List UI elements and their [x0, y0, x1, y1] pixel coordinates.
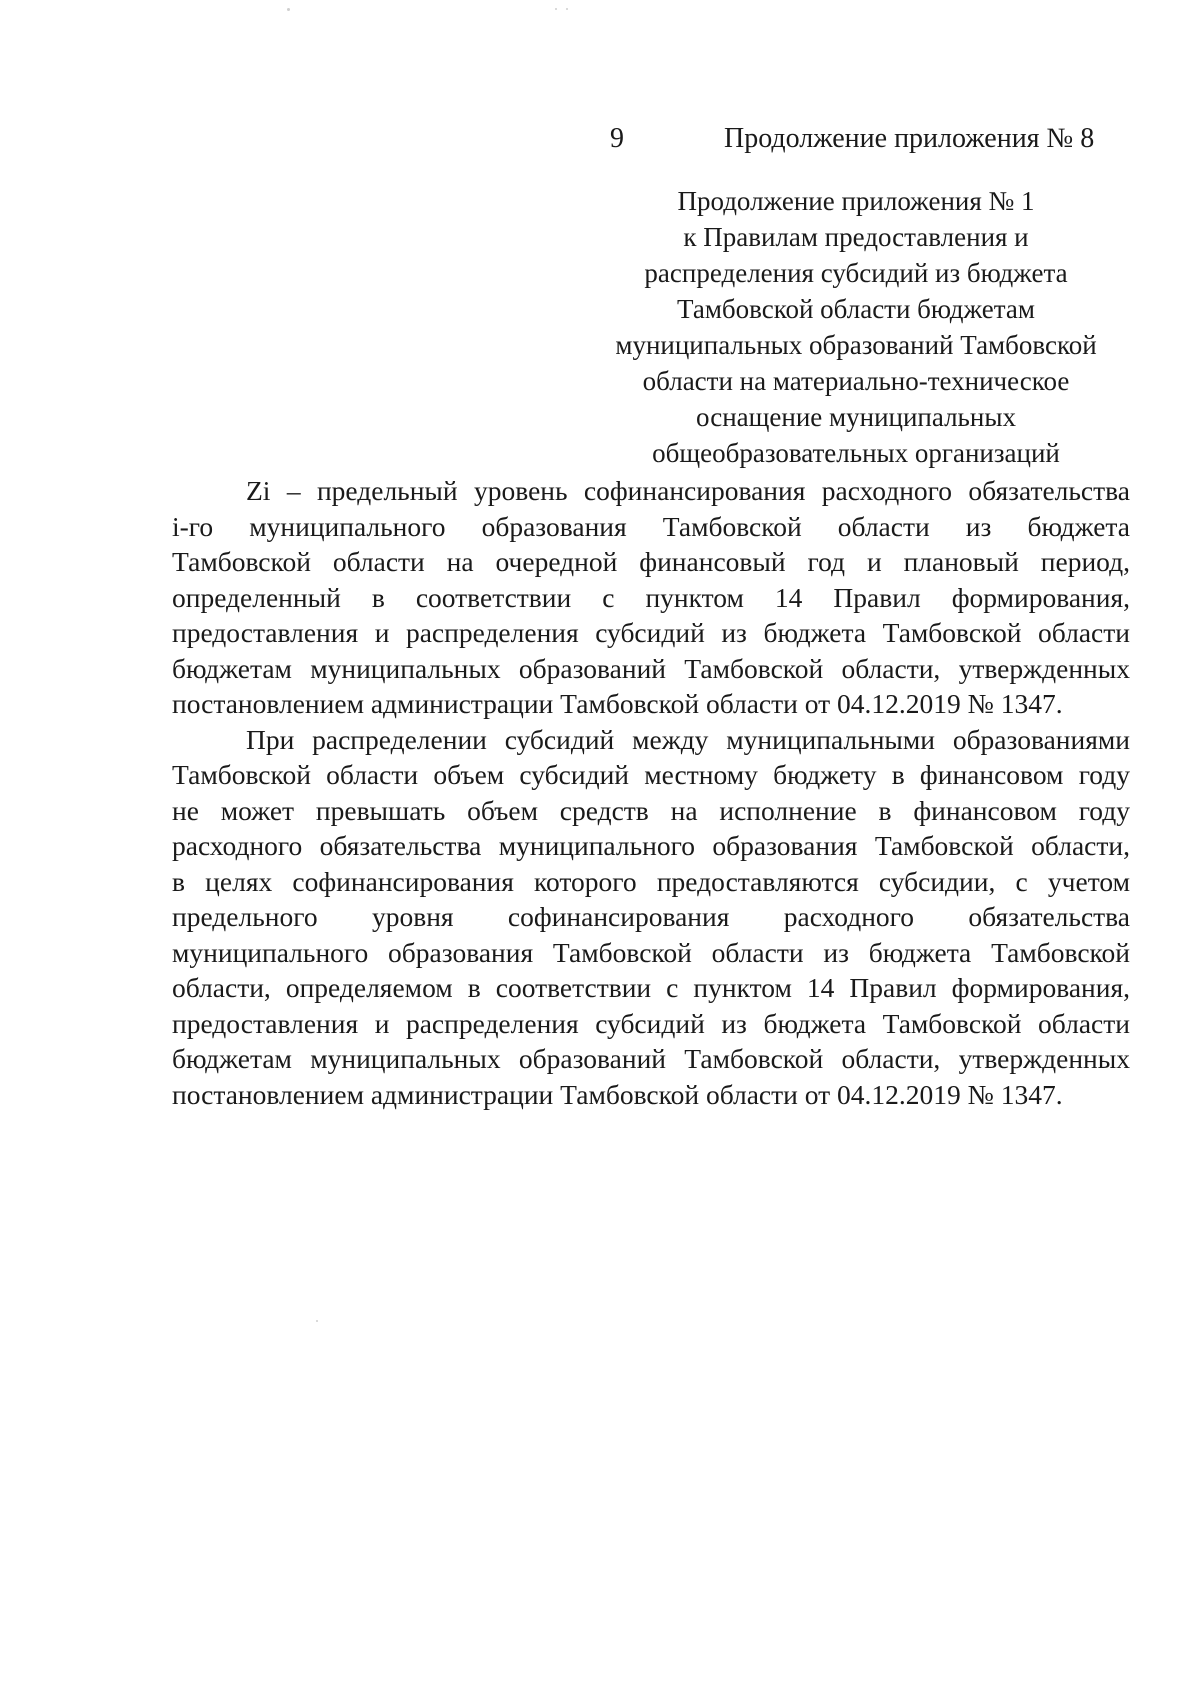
annex-line: Тамбовской области бюджетам: [677, 294, 1035, 324]
paragraph-line: области, определяемом в соответствии с пунктом 14 Правил формирования,: [172, 972, 1130, 1003]
annex-line: оснащение муниципальных: [696, 402, 1016, 432]
paragraph-line: постановлением администрации Тамбовской области от 04.12.2019 № 1347.: [172, 1078, 1063, 1110]
paragraph-line: определенный в соответствии с пунктом 14 Правил формирования,: [172, 581, 1130, 613]
paragraph-line: не может превышать объем средств на исполнение в финансовом году: [172, 794, 1130, 826]
paragraph-distribution-rules: [172, 722, 1130, 1113]
paragraph-line: бюджетам муниципальных образований Тамбовской области, утвержденных: [172, 652, 1130, 684]
paragraph-line: предоставления и распределения субсидий из бюджета Тамбовской области: [172, 617, 1130, 648]
continuation-header: Продолжение приложения № 8: [724, 123, 1095, 154]
annex-line: муниципальных образований Тамбовской: [615, 330, 1097, 360]
paragraph-line: предоставления и распределения субсидий из бюджета Тамбовской области: [172, 1007, 1130, 1039]
paragraph-line: в целях софинансирования которого предоставляются субсидии, с учетом: [172, 865, 1130, 897]
paragraph-line: предельного уровня софинансирования расходного обязательства: [172, 901, 1130, 932]
scan-speck: [316, 1320, 318, 1322]
annex-line: Продолжение приложения № 1: [677, 186, 1035, 216]
annex-line: к Правилам предоставления и: [683, 222, 1029, 252]
paragraph-line: постановлением администрации Тамбовской области от 04.12.2019 № 1347.: [172, 688, 1063, 719]
scan-speck: [555, 8, 557, 10]
paragraph-line: Тамбовской области объем субсидий местному бюджету в финансовом году: [172, 759, 1130, 790]
annex-line: распределения субсидий из бюджета: [644, 258, 1068, 288]
paragraph-line: Zi – предельный уровень софинансирования расходного обязательства: [246, 475, 1130, 506]
scan-speck: [287, 8, 290, 11]
page-number: 9: [610, 123, 624, 154]
annex-line: области на материально-техническое: [642, 366, 1070, 396]
annex-reference-block: [590, 183, 1122, 471]
document-body: [172, 473, 1130, 1112]
scan-speck: [566, 8, 568, 10]
annex-line: общеобразовательных организаций: [652, 438, 1060, 468]
paragraph-line: расходного обязательства муниципального образования Тамбовской области,: [172, 830, 1130, 861]
paragraph-line: муниципального образования Тамбовской области из бюджета Тамбовской: [172, 936, 1130, 968]
paragraph-line: бюджетам муниципальных образований Тамбовской области, утвержденных: [172, 1043, 1130, 1074]
paragraph-line: При распределении субсидий между муниципальными образованиями: [246, 723, 1130, 755]
paragraph-zi-definition: [172, 473, 1130, 722]
paragraph-line: Тамбовской области на очередной финансовый год и плановый период,: [172, 546, 1130, 577]
paragraph-line: i-го муниципального образования Тамбовской области из бюджета: [172, 510, 1130, 542]
